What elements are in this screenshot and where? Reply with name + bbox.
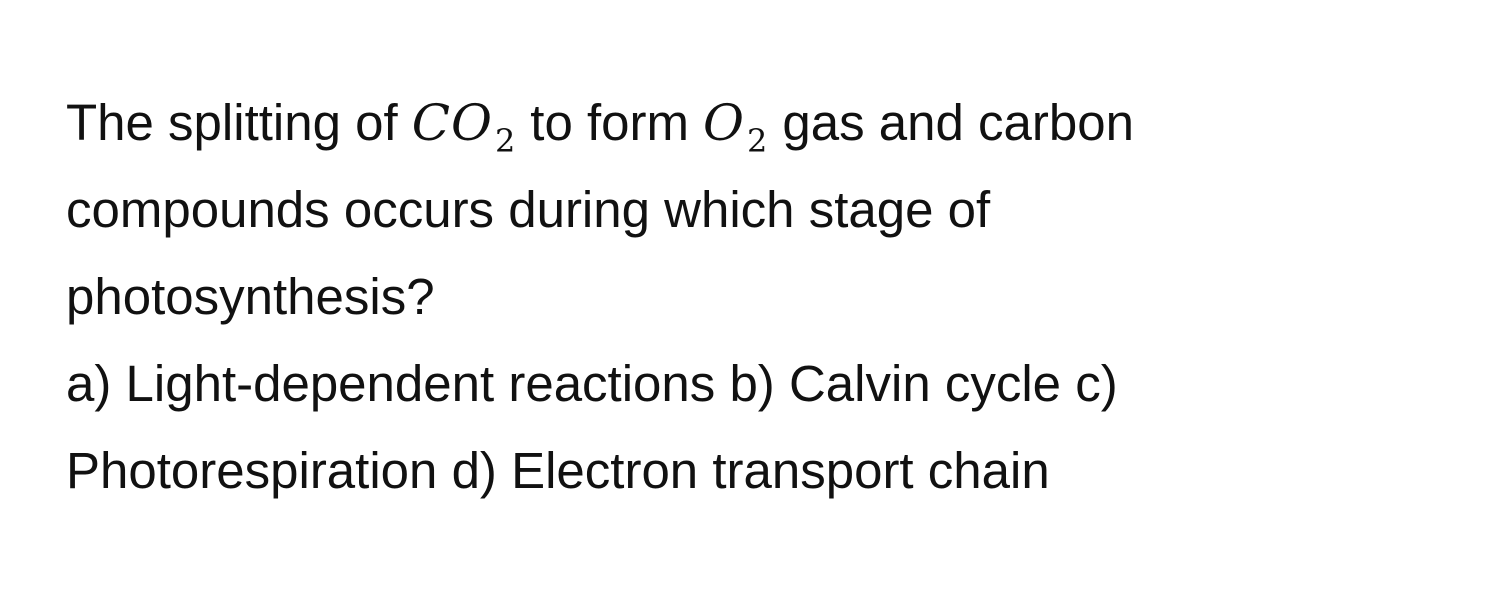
o2-base: O	[703, 94, 745, 152]
question-text-start: The splitting of	[66, 94, 398, 151]
question-line-1	[66, 79, 1446, 166]
question-text-end: gas and carbon	[782, 94, 1134, 151]
question-line-2: compounds occurs during which stage of	[66, 181, 991, 238]
options-line-1: a) Light-dependent reactions b) Calvin cycle c)	[66, 355, 1118, 412]
question-line-3: photosynthesis?	[66, 268, 435, 325]
options-line-2: Photorespiration d) Electron transport chain	[66, 442, 1050, 499]
o2-subscript: 2	[747, 122, 769, 160]
co2-subscript: 2	[494, 122, 517, 160]
o2-formula	[703, 94, 769, 160]
co2-formula	[411, 94, 517, 160]
question-block	[66, 79, 1446, 514]
co2-base: CO	[411, 94, 493, 152]
question-text-middle: to form	[530, 94, 689, 151]
